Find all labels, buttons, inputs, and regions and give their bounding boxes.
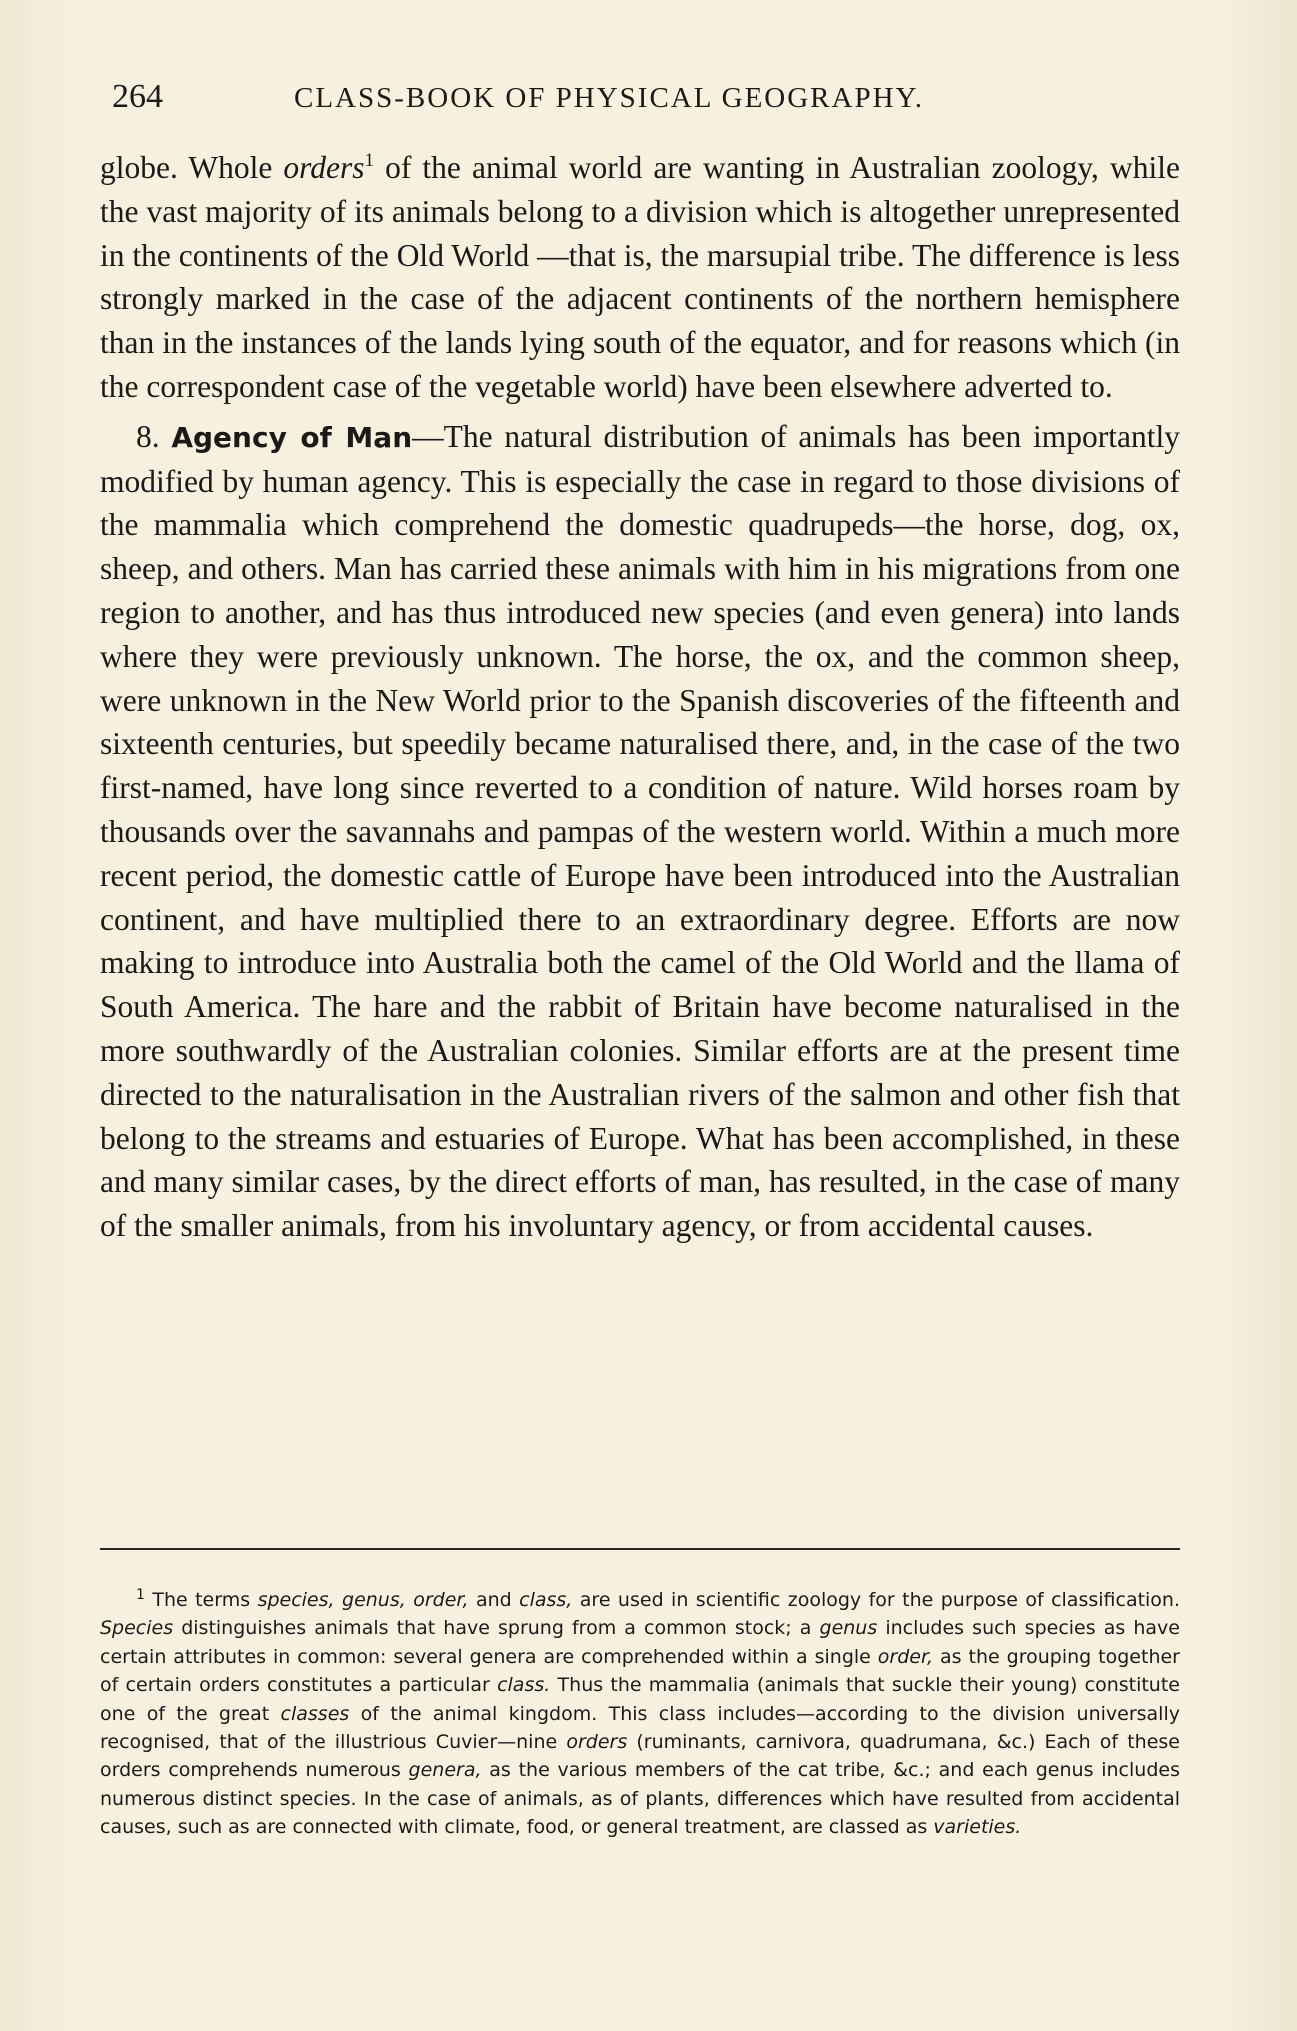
italic-term: genus,	[342, 1589, 406, 1611]
text-run: as the various members of the cat tribe, &c.; and each genus includes numerous distinct species. In the case of animals, as of plants, differences which have resulted from accidental causes, such as are connected with climate, food, or general treatment, are classed as	[100, 1759, 1180, 1839]
italic-term: orders	[566, 1731, 628, 1754]
text-run: of the animal kingdom. This class includes—according to the division universally recognised, that of the illustrious Cuvier—nine	[100, 1702, 1180, 1754]
footnote-paragraph	[100, 1586, 1180, 1842]
section-paragraph	[100, 415, 1180, 1248]
italic-term: Species	[100, 1617, 174, 1640]
italic-term: class,	[519, 1589, 573, 1611]
text-run: (ruminants, carnivora, quadrumana, &c.) Each of these orders comprehends numerous	[100, 1731, 1180, 1782]
text-run: of the animal world are wanting in Australian zoology, while the vast majority of its animals belong to a division which is altogether unrepresented in the continents of the Old World —that is, the marsupial tribe. The difference is less strongly marked in the case of the adjacent continents of the northern hemisphere than in the instances of the lands lying south of the equator, and for reasons which (in the correspondent case of the vegetable world) have been elsewhere adverted to.	[100, 150, 1180, 404]
italic-term: order,	[413, 1589, 469, 1611]
italic-term: order,	[877, 1645, 934, 1668]
footnote	[100, 1586, 1180, 1842]
text-run: as the grouping together of certain orders constitutes a particular	[100, 1645, 1180, 1697]
italic-term: genera,	[408, 1759, 482, 1782]
text-run: and	[468, 1589, 520, 1611]
section-number: 8.	[136, 418, 160, 454]
italic-term: class.	[497, 1674, 551, 1697]
main-text	[100, 146, 1180, 1248]
italic-term: genus	[819, 1617, 878, 1640]
italic-term: orders	[283, 150, 365, 185]
text-run: are used in scientific zoology for the purpose of classification.	[572, 1589, 1181, 1611]
italic-term: classes	[280, 1702, 350, 1725]
running-head: CLASS-BOOK OF PHYSICAL GEOGRAPHY.	[294, 82, 924, 114]
footnote-mark: 1	[136, 1587, 145, 1603]
text-run: globe. Whole	[100, 150, 284, 185]
page-header	[112, 78, 1192, 118]
page-number: 264	[112, 78, 163, 115]
text-run: —The natural distribution of animals has been importantly modified by human agency. This is especially the case in regard to those divisions of the mammalia which comprehend the domestic quadrupeds—the horse, dog, ox, sheep, and others. Man has carried these animals with him in his migrations from one region to another, and has thus introduced new species (and even genera) into lands where they were previously unknown. The horse, the ox, and the common sheep, were unknown in the New World prior to the Spanish discoveries of the fifteenth and sixteenth centuries, but speedily became naturalised there, and, in the case of the two first-named, have long since reverted to a condition of nature. Wild horses roam by thousands over the savannahs and pampas of the western world. Within a much more recent period, the domestic cattle of Europe have been introduced into the Australian continent, and have multiplied there to an extraordinary degree. Efforts are now making to introduce into Australia both the camel of the Old World and the llama of South America. The hare and the rabbit of Britain have become naturalised in the more southwardly of the Australian colonies. Similar efforts are at the present time directed to the naturalisation in the Australian rivers of the salmon and other fish that belong to the streams and estuaries of Europe. What has been accomplished, in these and many similar cases, by the direct efforts of man, has resulted, in the case of many of the smaller animals, from his involuntary agency, or from accidental causes.	[100, 418, 1180, 1244]
text-run: The terms	[144, 1589, 258, 1611]
italic-term: varieties.	[933, 1816, 1022, 1839]
footnote-divider	[100, 1548, 1180, 1550]
text-run: Thus the mammalia (animals that suckle their young) constitute one of the great	[100, 1674, 1180, 1725]
text-run: includes such species as have certain attributes in common: several genera are comprehended within a single	[100, 1617, 1180, 1668]
text-run: distinguishes animals that have sprung from a common stock; a	[173, 1617, 820, 1640]
paragraph-continued	[100, 146, 1180, 409]
section-title: Agency of Man	[171, 420, 413, 454]
italic-term: species,	[257, 1589, 335, 1611]
footnote-reference: 1	[364, 150, 375, 171]
